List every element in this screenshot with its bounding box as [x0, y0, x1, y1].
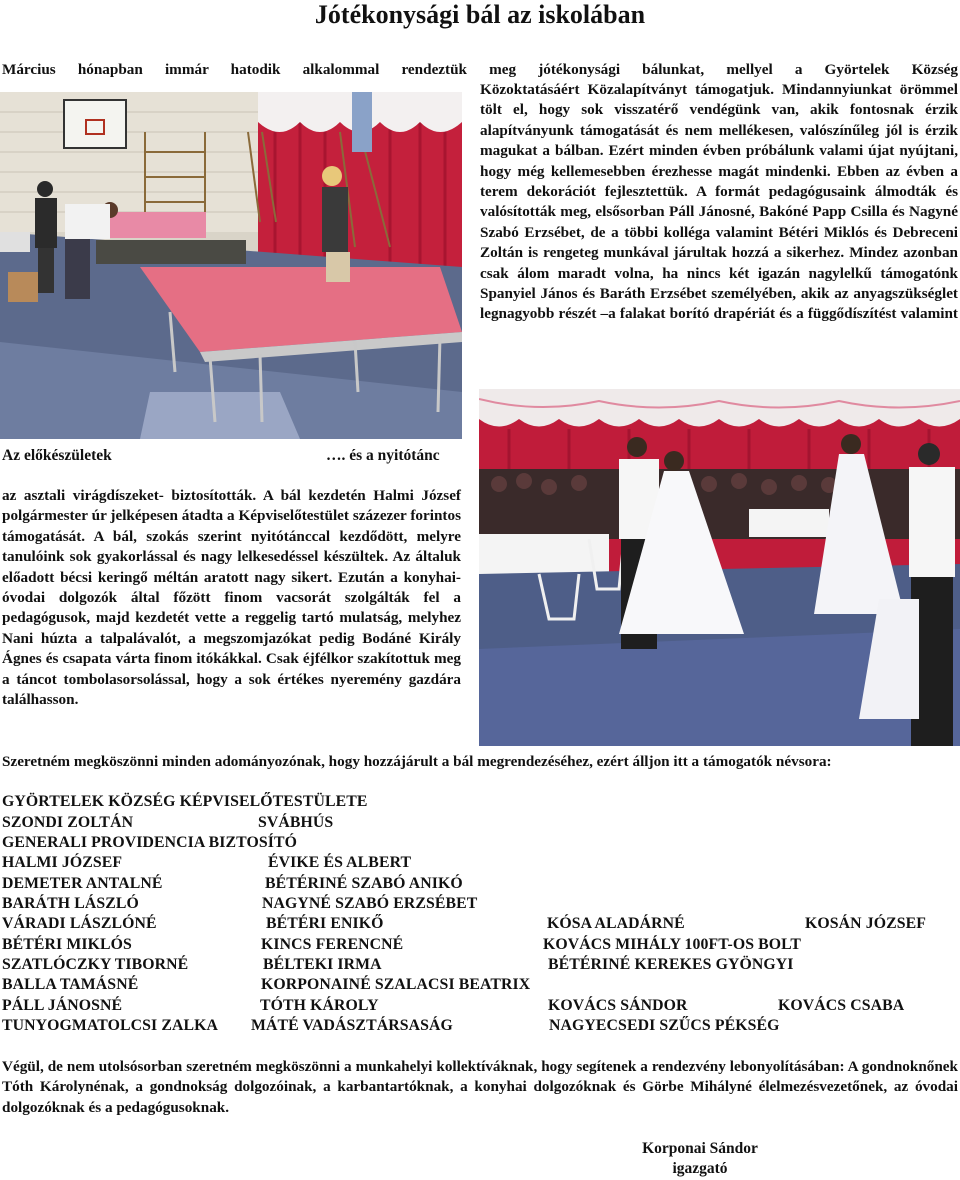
sponsor-name: SZONDI ZOLTÁN: [2, 814, 134, 831]
sponsor-name: BÉTÉRI MIKLÓS: [2, 936, 132, 953]
sponsor-name: KOSÁN JÓZSEF: [805, 915, 927, 932]
page-title: Jótékonysági bál az iskolában: [314, 0, 646, 29]
sponsor-name: BÉTÉRINÉ SZABÓ ANIKÓ: [265, 875, 463, 892]
caption-opening-dance: …. és a nyitótánc: [326, 447, 440, 464]
sponsor-name: PÁLL JÁNOSNÉ: [2, 997, 123, 1014]
sponsor-name: DEMETER ANTALNÉ: [2, 875, 163, 892]
sponsor-name: BÉTÉRI ENIKŐ: [266, 915, 384, 932]
thanks-intro: Szeretném megköszönni minden adományozónak, hogy hozzájárult a bál megrendezéséhez, ezért álljon itt a támogatók névsora:: [2, 753, 832, 770]
sponsor-name: NAGYECSEDI SZŰCS PÉKSÉG: [549, 1017, 780, 1034]
sponsor-name: BALLA TAMÁSNÉ: [2, 976, 139, 993]
sponsor-name: KÓSA ALADÁRNÉ: [547, 915, 685, 932]
sponsor-name: KORPONAINÉ SZALACSI BEATRIX: [261, 976, 531, 993]
sponsor-name: VÁRADI LÁSZLÓNÉ: [2, 915, 157, 932]
sponsor-name: TUNYOGMATOLCSI ZALKA: [2, 1017, 219, 1034]
sponsor-name: GYÖRTELEK KÖZSÉG KÉPVISELŐTESTÜLETE: [2, 793, 368, 810]
sponsor-name: KOVÁCS SÁNDOR: [548, 997, 688, 1014]
opening-dance-photo: [479, 389, 960, 746]
left-column-text: az asztali virágdíszeket- biztosították. A bál kezdetén Halmi József polgármester úr jelképesen átadta a Képviselőtestület százezer forintos támogatását. A bál, szokás szerint nyitótánccal kezdődött, melyre tanulóink sok gyakorlással és nagy lelkesedéssel készültek. Az általuk előadott bécsi keringő méltán aratott nagy sikert. Ezután a konyhai-óvodai dolgozók által főzött finom vacsorát szolgálták fel a pedagógusok, majd kezdetét vette a reggelig tartó mulatság, melyhez Nani húzta a talpalávalót, a megszomjazókat pedig Bodáné Király Ágnes és csapata várta finom itókákkal. Csak éjfélkor szakítottuk meg a táncot tombolasorsolással, hogy a sok értékes nyeremény gazdára találhasson.: [2, 487, 461, 709]
right-column-text: Közoktatásáért Közalapítványt támogatjuk. Mindannyiunkat örömmel tölt el, hogy sok visszatérő vendégünk van, akik fontosnak érzik alapítványunk támogatását és nem mellékesen, valószínűleg jól is érzik magukat a bálban. Ezért minden évben próbálunk valami újat nyújtani, hogy még kellemesebben érezhesse magát mindenki. Ebben az évben a terem dekorációt fejlesztettük. A formát pedagógusaink álmodták és valósították meg, elsősorban Páll Jánosné, Bakóné Papp Csilla és Nagyné Szabó Erzsébet, de a többi kolléga valamint Bétéri Miklós és Debreceni Zoltán is rengeteg munkával járultak hozzá a sikerhez. Mindez azonban csak álom maradt volna, ha nincs két igazán nagylelkű támogatónk Spanyiel János és Baráth Erzsébet személyében, akik az anyagszükséglet legnagyobb részét –a falakat borító drapériát és a függődíszítést valamint: [480, 81, 958, 323]
signature-role: igazgató: [672, 1160, 728, 1177]
sponsor-name: TÓTH KÁROLY: [260, 997, 379, 1014]
signature-name: Korponai Sándor: [642, 1140, 758, 1157]
sponsor-name: BARÁTH LÁSZLÓ: [2, 895, 139, 912]
closing-paragraph: Végül, de nem utolsósorban szeretném megköszönni a munkahelyi kollektíváknak, hogy segítenek a rendezvény lebonyolításában: A gondnoknőnek Tóth Károlynénak, a gondnokság dolgozóinak, a karbantartóknak, a konyhai dolgozóknak és Görbe Mihályné élelmezésvezetőnek, az óvodai dolgozóknak és a pedagógusoknak.: [2, 1058, 958, 1116]
sponsor-name: KOVÁCS MIHÁLY 100FT-OS BOLT: [543, 936, 802, 953]
sponsor-name: SZATLÓCZKY TIBORNÉ: [2, 956, 189, 973]
sponsor-name: MÁTÉ VADÁSZTÁRSASÁG: [251, 1017, 453, 1034]
caption-preparations: Az előkészületek: [2, 447, 112, 464]
sponsor-name: ÉVIKE ÉS ALBERT: [268, 854, 412, 871]
sponsor-name: BÉLTEKI IRMA: [263, 956, 382, 973]
sponsor-name: KOVÁCS CSABA: [778, 997, 905, 1014]
sponsor-name: BÉTÉRINÉ KEREKES GYÖNGYI: [548, 956, 794, 973]
sponsor-name: HALMI JÓZSEF: [2, 854, 123, 871]
sponsor-name: SVÁBHÚS: [258, 814, 334, 831]
intro-line: Március hónapban immár hatodik alkalommal rendeztük meg jótékonysági bálunkat, mellyel a Györtelek Község: [2, 61, 958, 78]
sponsor-name: NAGYNÉ SZABÓ ERZSÉBET: [262, 895, 478, 912]
sponsor-name: KINCS FERENCNÉ: [261, 936, 404, 953]
preparation-photo: [0, 92, 462, 439]
sponsor-name: GENERALI PROVIDENCIA BIZTOSÍTÓ: [2, 834, 298, 851]
